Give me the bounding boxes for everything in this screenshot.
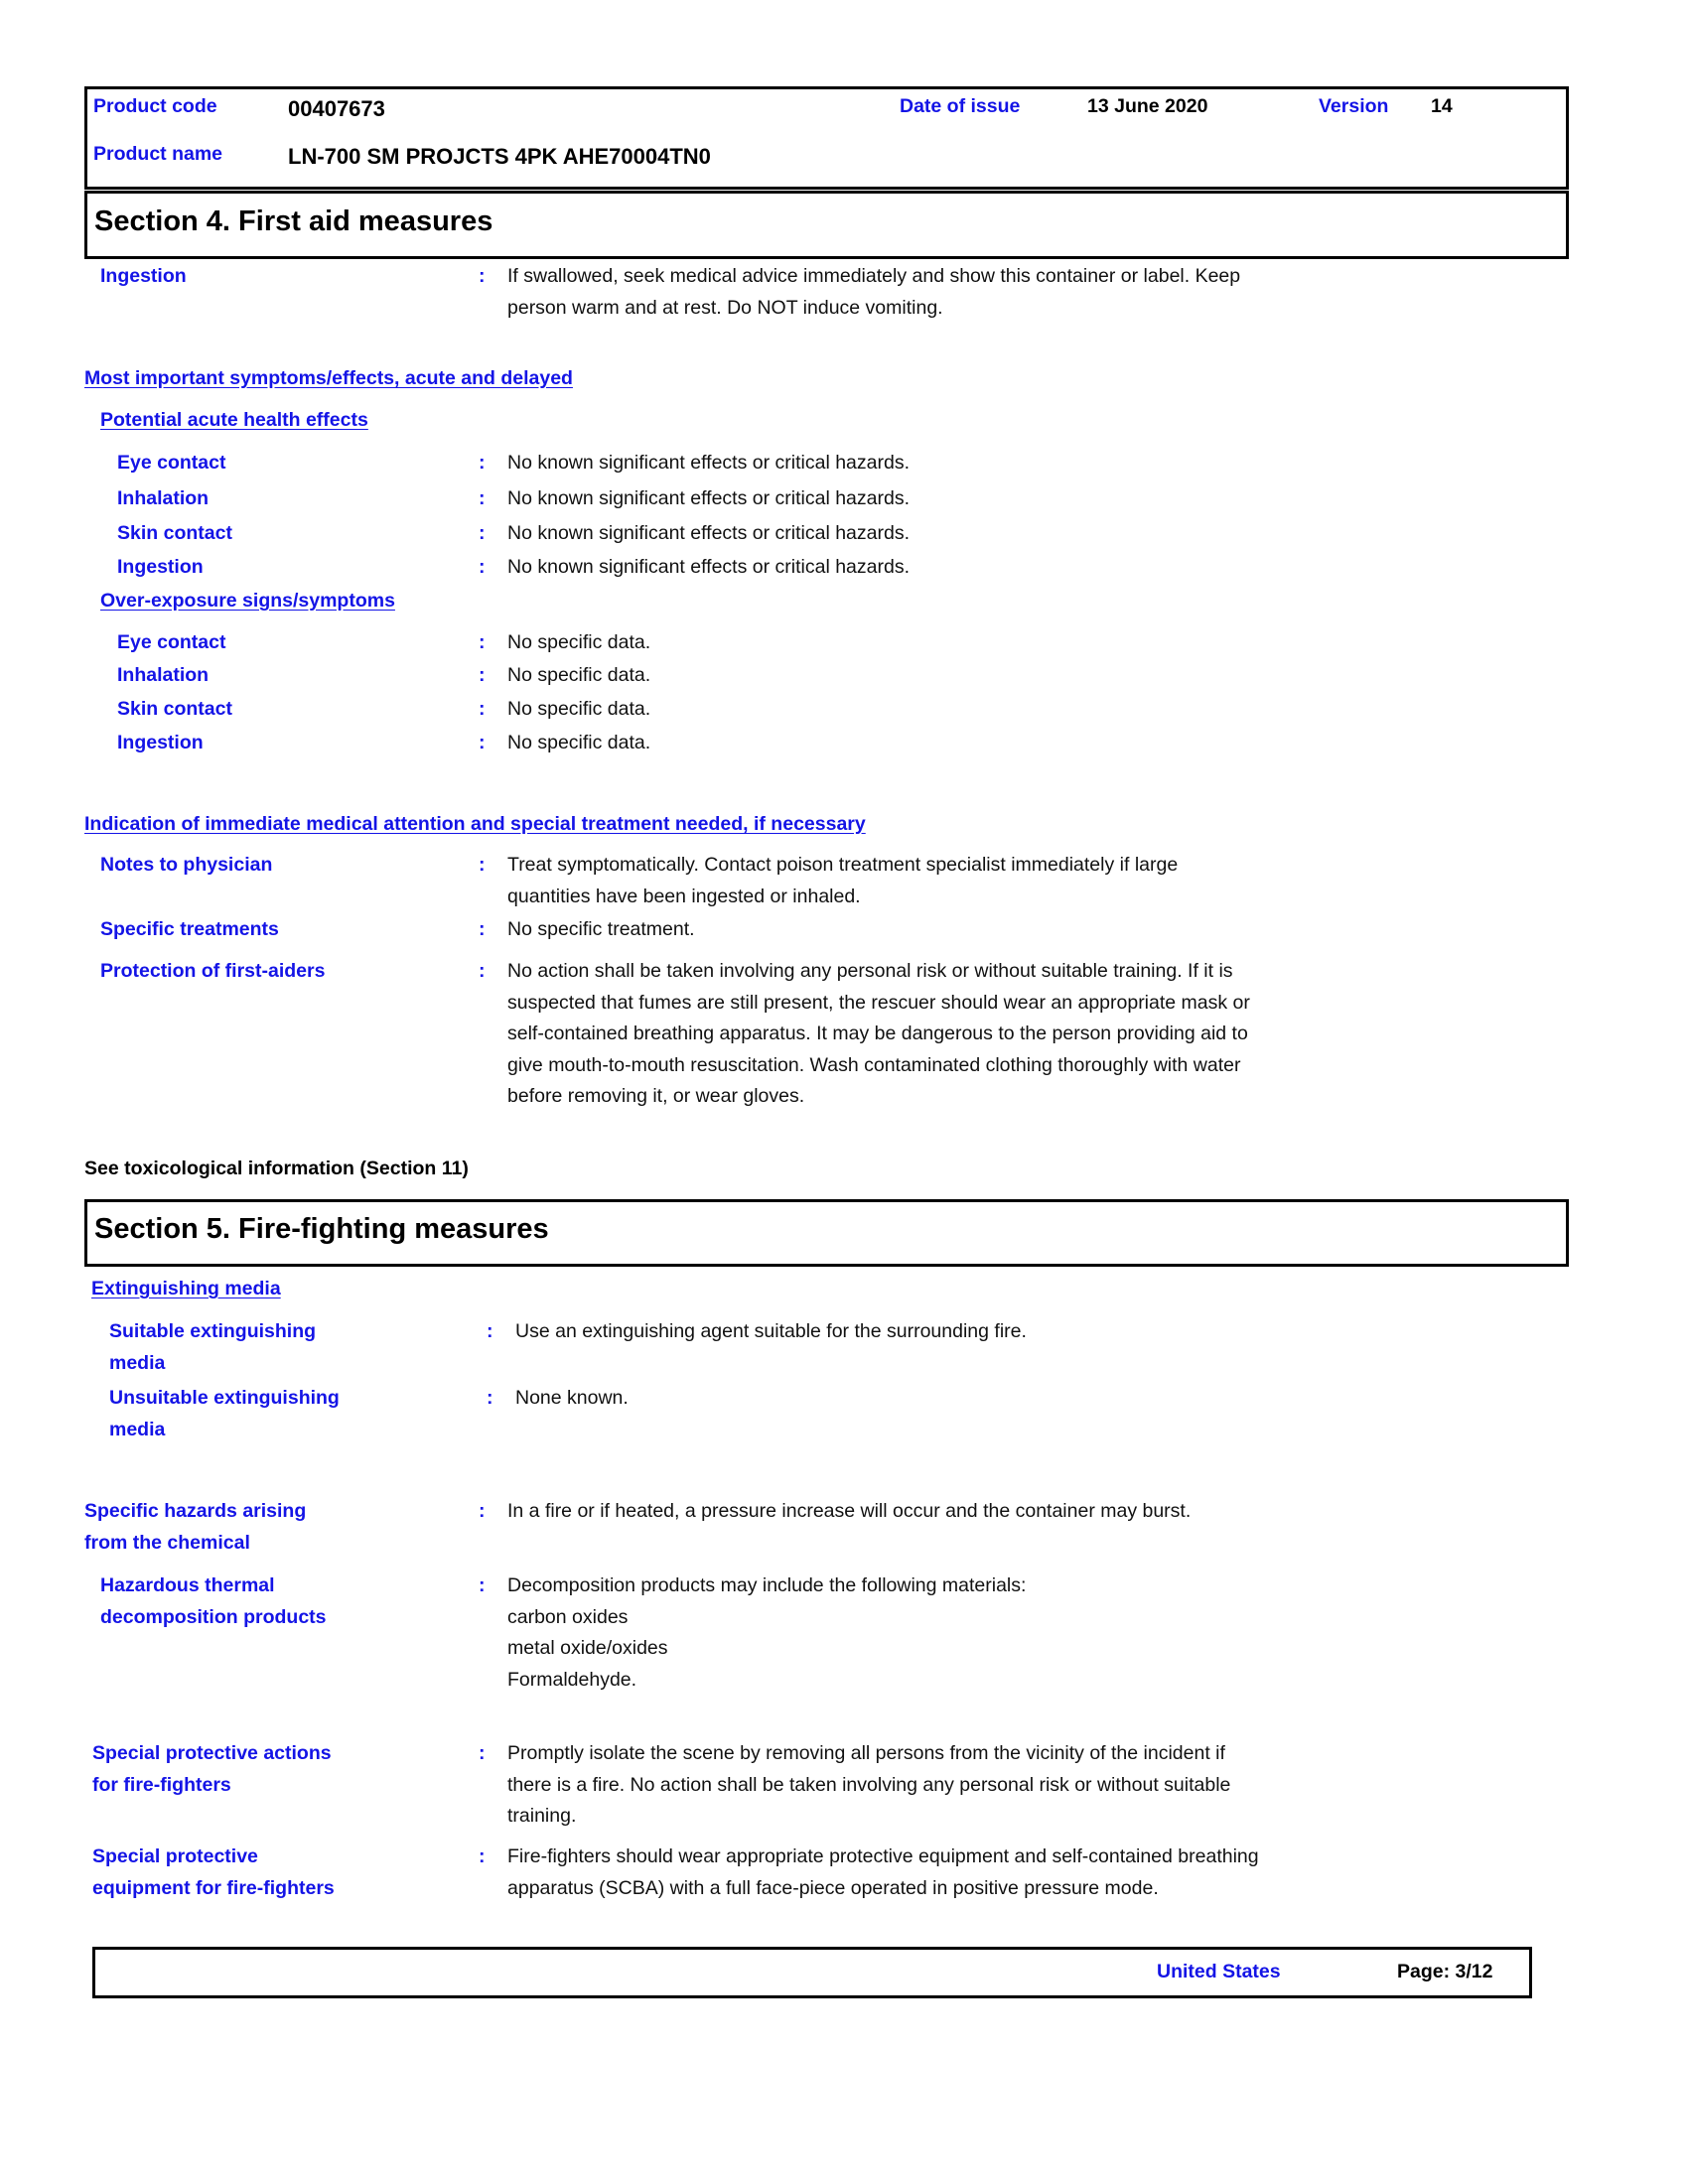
ingestion-label: Ingestion (100, 265, 187, 287)
over-inhalation-value: No specific data. (507, 664, 651, 686)
acute-eye-contact-label: Eye contact (117, 452, 226, 474)
colon: : (479, 732, 486, 753)
colon: : (479, 452, 486, 474)
product-code-value: 00407673 (288, 96, 385, 121)
colon: : (487, 1387, 493, 1409)
label-line: for fire-fighters (92, 1773, 231, 1796)
label-line: decomposition products (100, 1605, 327, 1628)
specific-treatments-label: Specific treatments (100, 918, 279, 940)
label-line: Unsuitable extinguishing (109, 1387, 340, 1409)
label-line: Hazardous thermal (100, 1574, 275, 1596)
notes-to-physician-label: Notes to physician (100, 854, 273, 876)
over-ingestion-value: No specific data. (507, 732, 651, 753)
ingestion-colon: : (479, 265, 486, 287)
colon: : (487, 1320, 493, 1342)
text-line: Fire-fighters should wear appropriate protective equipment and self-contained breathing (507, 1845, 1259, 1867)
colon: : (479, 631, 486, 653)
overexposure-heading: Over-exposure signs/symptoms (100, 590, 395, 612)
version-label: Version (1319, 95, 1389, 117)
extinguishing-media-heading: Extinguishing media (91, 1278, 281, 1299)
ingestion-value (507, 261, 1240, 324)
over-eye-contact-label: Eye contact (117, 631, 226, 653)
product-name-value: LN-700 SM PROJCTS 4PK AHE70004TN0 (288, 144, 711, 169)
special-actions-value (507, 1738, 1230, 1833)
acute-inhalation-label: Inhalation (117, 487, 210, 509)
over-eye-contact-value: No specific data. (507, 631, 651, 653)
notes-to-physician-value (507, 850, 1178, 912)
text-line: quantities have been ingested or inhaled. (507, 885, 861, 907)
over-ingestion-label: Ingestion (117, 732, 204, 753)
acute-ingestion-value: No known significant effects or critical hazards. (507, 556, 910, 578)
text-line: carbon oxides (507, 1605, 629, 1628)
over-skin-contact-label: Skin contact (117, 698, 232, 720)
specific-hazards-label (84, 1496, 306, 1559)
label-line: Special protective actions (92, 1742, 332, 1764)
label-line: from the chemical (84, 1531, 250, 1554)
text-line: No action shall be taken involving any personal risk or without suitable training. If it is (507, 960, 1233, 982)
over-skin-contact-value: No specific data. (507, 698, 651, 720)
footer-box (92, 1947, 1532, 1998)
label-line: Specific hazards arising (84, 1500, 307, 1522)
protection-first-aiders-value (507, 956, 1250, 1113)
date-of-issue-label: Date of issue (900, 95, 1021, 117)
text-line: self-contained breathing apparatus. It may be dangerous to the person providing aid to (507, 1023, 1248, 1045)
text-line: metal oxide/oxides (507, 1637, 668, 1660)
label-line: Suitable extinguishing (109, 1320, 317, 1342)
special-actions-label (92, 1738, 332, 1801)
acute-inhalation-value: No known significant effects or critical hazards. (507, 487, 910, 509)
acute-eye-contact-value: No known significant effects or critical hazards. (507, 452, 910, 474)
see-toxicological-note: See toxicological information (Section 11) (84, 1158, 469, 1179)
specific-treatments-value: No specific treatment. (507, 918, 695, 940)
label-line: media (109, 1418, 166, 1440)
text-line: If swallowed, seek medical advice immediately and show this container or label. Keep (507, 265, 1241, 287)
special-equipment-label (92, 1842, 335, 1904)
colon: : (479, 960, 486, 982)
product-code-label: Product code (93, 95, 217, 117)
text-line: give mouth-to-mouth resuscitation. Wash contaminated clothing thoroughly with water (507, 1053, 1241, 1076)
text-line: suspected that fumes are still present, the rescuer should wear an appropriate mask or (507, 991, 1250, 1014)
text-line: person warm and at rest. Do NOT induce vomiting. (507, 296, 943, 319)
over-inhalation-label: Inhalation (117, 664, 210, 686)
text-line: before removing it, or wear gloves. (507, 1085, 805, 1108)
colon: : (479, 854, 486, 876)
suitable-media-label (109, 1316, 316, 1379)
acute-skin-contact-value: No known significant effects or critical hazards. (507, 522, 910, 544)
section-4-title: Section 4. First aid measures (94, 205, 493, 237)
label-line: Special protective (92, 1845, 258, 1867)
text-line: there is a fire. No action shall be taken involving any personal risk or without suitable (507, 1773, 1231, 1796)
symptoms-heading: Most important symptoms/effects, acute and delayed (84, 367, 573, 389)
acute-skin-contact-label: Skin contact (117, 522, 232, 544)
text-line: apparatus (SCBA) with a full face-piece operated in positive pressure mode. (507, 1876, 1159, 1899)
colon: : (479, 522, 486, 544)
colon: : (479, 1574, 486, 1596)
footer-country: United States (1157, 1961, 1281, 1982)
acute-ingestion-label: Ingestion (117, 556, 204, 578)
text-line: training. (507, 1805, 577, 1828)
specific-hazards-value: In a fire or if heated, a pressure increase will occur and the container may burst. (507, 1500, 1192, 1522)
unsuitable-media-label (109, 1383, 340, 1445)
section-5-title: Section 5. Fire-fighting measures (94, 1213, 549, 1245)
version-value: 14 (1431, 95, 1453, 117)
protection-first-aiders-label: Protection of first-aiders (100, 960, 326, 982)
colon: : (479, 556, 486, 578)
text-line: Treat symptomatically. Contact poison treatment specialist immediately if large (507, 854, 1179, 876)
label-line: equipment for fire-fighters (92, 1876, 335, 1899)
colon: : (479, 1845, 486, 1867)
product-name-label: Product name (93, 143, 223, 165)
colon: : (479, 1500, 486, 1522)
date-of-issue-value: 13 June 2020 (1087, 95, 1208, 117)
colon: : (479, 1742, 486, 1764)
text-line: Decomposition products may include the following materials: (507, 1574, 1027, 1596)
colon: : (479, 664, 486, 686)
unsuitable-media-value: None known. (515, 1387, 629, 1409)
hazardous-thermal-value (507, 1570, 1026, 1696)
suitable-media-value: Use an extinguishing agent suitable for the surrounding fire. (515, 1320, 1027, 1342)
footer-page-number: Page: 3/12 (1397, 1961, 1493, 1982)
label-line: media (109, 1351, 166, 1374)
acute-effects-heading: Potential acute health effects (100, 409, 368, 431)
colon: : (479, 698, 486, 720)
colon: : (479, 918, 486, 940)
text-line: Promptly isolate the scene by removing all persons from the vicinity of the incident if (507, 1742, 1225, 1764)
special-equipment-value (507, 1842, 1259, 1904)
hazardous-thermal-label (100, 1570, 327, 1633)
indication-heading: Indication of immediate medical attention and special treatment needed, if necessary (84, 813, 866, 835)
text-line: Formaldehyde. (507, 1668, 637, 1691)
colon: : (479, 487, 486, 509)
